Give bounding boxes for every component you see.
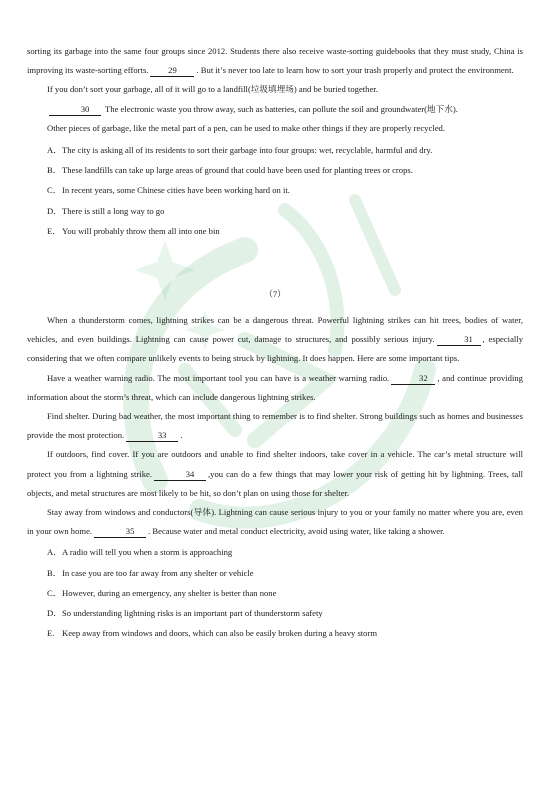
option-e: E.Keep away from windows and doors, which can also be easily broken during a heavy storm — [47, 628, 378, 639]
passage1-paragraph-2: If you don’t sort your garbage, all of it will go to a landfill(垃圾填埋场) and be buried together. — [47, 84, 378, 95]
blank-34[interactable]: 34 — [154, 469, 206, 481]
text: sorting its garbage into the same four groups since 2012. Students there also receive waste-sorting guidebooks that they must study, China is improving its waste-sorting efforts. — [27, 46, 523, 76]
passage2-paragraph-4: If outdoors, find cover. If you are outdoors and unable to find shelter indoors, take cover in a vehicle. The car’s metal structure will protect you from a lightning strike. 34 ,you can do a few things that may lower your risk of getting hit by lightning. Trees, tall objects, and metal structures are most likely to be hit, so don’t plan on using those for shelter. — [27, 449, 523, 498]
section-heading: （7） — [264, 289, 286, 300]
text: The electronic waste you throw away, such as batteries, can pollute the soil and groundwater(地下水). — [103, 103, 458, 114]
passage2-paragraph-5: Stay away from windows and conductors(导体). Lightning can cause serious injury to you or your family no matter where you are, even in your own home. 35 . Because water and metal conduct electricity, avoid using water, like taking a shower. — [27, 507, 523, 537]
option-a: A．A radio will tell you when a storm is approaching — [47, 547, 233, 558]
passage2-options — [27, 542, 523, 643]
passage1-paragraph-3 — [27, 100, 523, 119]
passage2-paragraph-1: When a thunderstorm comes, lightning strikes can be a dangerous threat. Powerful lightning strikes can hit trees, bodies of water, vehicles, and even buildings. Lightning can cause power cut, damage to structures, and possibly serious injury. 31 , especially considering that we often compare unlikely events to being struck by lightning. It does happen. Here are some important tips. — [27, 315, 523, 364]
option-b: B．In case you are too far away from any shelter or vehicle — [47, 567, 254, 578]
passage1-options — [27, 140, 523, 241]
blank-33[interactable]: 33 — [126, 430, 178, 442]
passage1-paragraph-4: Other pieces of garbage, like the metal part of a pen, can be used to make other things if they are properly recycled. — [47, 122, 445, 133]
option-e: E．You will probably throw them all into one bin — [47, 225, 220, 236]
option-d: D．There is still a long way to go — [47, 205, 165, 216]
text: . But it’s never too late to learn how to sort your trash properly and protect the environment. — [196, 65, 514, 76]
option-d: D．So understanding lightning risks is an important part of thunderstorm safety — [47, 608, 323, 619]
passage1-paragraph-1 — [27, 42, 523, 80]
blank-30[interactable]: 30 — [49, 104, 101, 116]
option-c: C．In recent years, some Chinese cities have been working hard on it. — [47, 185, 290, 196]
option-c: C．However, during an emergency, any shelter is better than none — [47, 587, 277, 598]
blank-35[interactable]: 35 — [94, 526, 146, 538]
blank-29[interactable]: 29 — [150, 65, 194, 77]
passage2-paragraph-3: Find shelter. During bad weather, the most important thing to remember is to find shelter. Strong buildings such as homes and businesses provide the most protection. 33 . — [27, 411, 523, 441]
option-a: A．The city is asking all of its residents to sort their garbage into four groups: wet, recyclable, harmful and dry. — [47, 145, 433, 156]
passage2-paragraph-2: Have a weather warning radio. The most important tool you can have is a weather warning radio. 32 , and continue providing information about the storm’s threat, which can include dangerous lightning strikes. — [27, 372, 523, 402]
blank-31[interactable]: 31 — [437, 334, 481, 346]
option-b: B．These landfills can take up large areas of ground that could have been used for planting trees or crops. — [47, 165, 413, 176]
blank-32[interactable]: 32 — [391, 373, 435, 385]
